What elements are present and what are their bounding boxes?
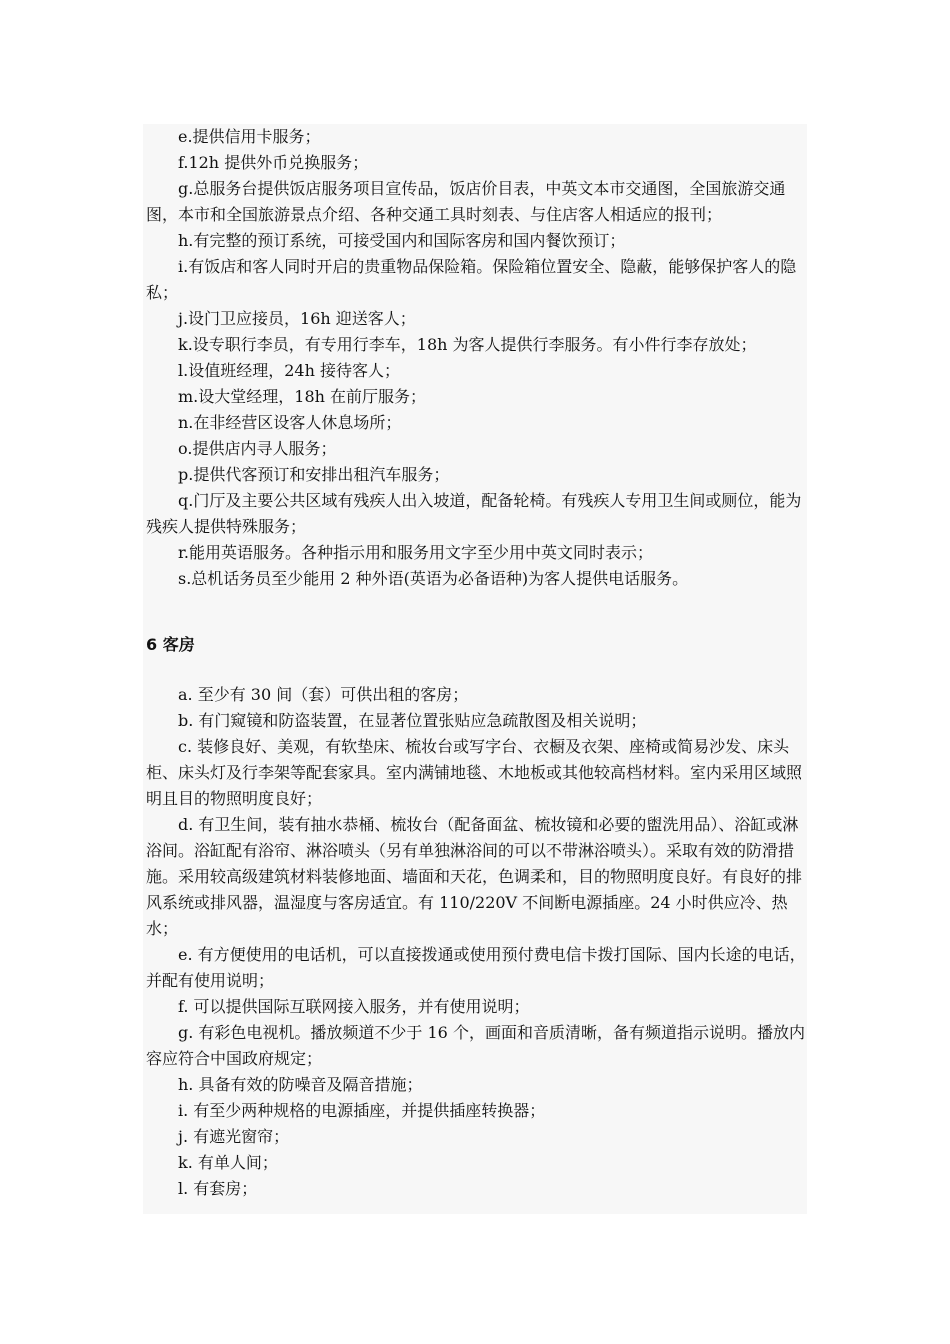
section-5-list (146, 124, 810, 592)
list-item: l.设值班经理，24h 接待客人； (178, 361, 400, 380)
list-item: b. 有门窥镜和防盗装置，在显著位置张贴应急疏散图及相关说明； (178, 711, 647, 730)
list-item: s.总机话务员至少能用 2 种外语(英语为必备语种)为客人提供电话服务。 (178, 569, 689, 588)
list-item: h.有完整的预订系统，可接受国内和国际客房和国内餐饮预订； (178, 231, 626, 250)
list-item: g. 有彩色电视机。播放频道不少于 16 个，画面和音质清晰，备有频道指示说明。播放内容应符合中国政府规定； (146, 1023, 805, 1068)
list-item: k.设专职行李员，有专用行李车，18h 为客人提供行李服务。有小件行李存放处； (178, 335, 757, 354)
list-item: f.12h 提供外币兑换服务； (178, 153, 369, 172)
document-body (146, 124, 810, 1202)
section-heading: 6 客房 (146, 635, 195, 654)
list-item: g.总服务台提供饭店服务项目宣传品，饭店价目表，中英文本市交通图，全国旅游交通图，本市和全国旅游景点介绍、各种交通工具时刻表、与住店客人相适应的报刊； (146, 179, 786, 224)
list-item: a. 至少有 30 间（套）可供出租的客房； (178, 685, 469, 704)
list-item: l. 有套房； (178, 1179, 258, 1198)
list-item: h. 具备有效的防噪音及隔音措施； (178, 1075, 423, 1094)
list-item: c. 装修良好、美观，有软垫床、梳妆台或写字台、衣橱及衣架、座椅或简易沙发、床头柜、床头灯及行李架等配套家具。室内满铺地毯、木地板或其他较高档材料。室内采用区域照明且目的物照明度良好； (146, 737, 803, 808)
list-item: q.门厅及主要公共区域有残疾人出入坡道，配备轮椅。有残疾人专用卫生间或厕位，能为残疾人提供特殊服务； (146, 491, 802, 536)
list-item: i. 有至少两种规格的电源插座，并提供插座转换器； (178, 1101, 546, 1120)
list-item: r.能用英语服务。各种指示用和服务用文字至少用中英文同时表示； (178, 543, 653, 562)
list-item: m.设大堂经理，18h 在前厅服务； (178, 387, 427, 406)
spacer (146, 658, 810, 682)
list-item: j.设门卫应接员，16h 迎送客人； (178, 309, 416, 328)
list-item: d. 有卫生间，装有抽水恭桶、梳妆台（配备面盆、梳妆镜和必要的盥洗用品）、浴缸或淋浴间。浴缸配有浴帘、淋浴喷头（另有单独淋浴间的可以不带淋浴喷头）。采取有效的防滑措施。采用较高级建筑材料装修地面、墙面和天花，色调柔和，目的物照明度良好。有良好的排风系统或排风器，温湿度与客房适宜。有 110/220V 不间断电源插座。24 小时供应冷、热水； (146, 815, 803, 938)
list-item: j. 有遮光窗帘； (178, 1127, 290, 1146)
list-item: e.提供信用卡服务； (178, 127, 321, 146)
section-6-list (146, 682, 810, 1202)
list-item: f. 可以提供国际互联网接入服务，并有使用说明； (178, 997, 530, 1016)
list-item: n.在非经营区设客人休息场所； (178, 413, 402, 432)
spacer (146, 592, 810, 632)
list-item: i.有饭店和客人同时开启的贵重物品保险箱。保险箱位置安全、隐蔽，能够保护客人的隐私； (146, 257, 797, 302)
list-item: e. 有方便使用的电话机，可以直接拨通或使用预付费电信卡拨打国际、国内长途的电话，并配有使用说明； (146, 945, 806, 990)
list-item: k. 有单人间； (178, 1153, 278, 1172)
list-item: p.提供代客预订和安排出租汽车服务； (178, 465, 450, 484)
list-item: o.提供店内寻人服务； (178, 439, 337, 458)
